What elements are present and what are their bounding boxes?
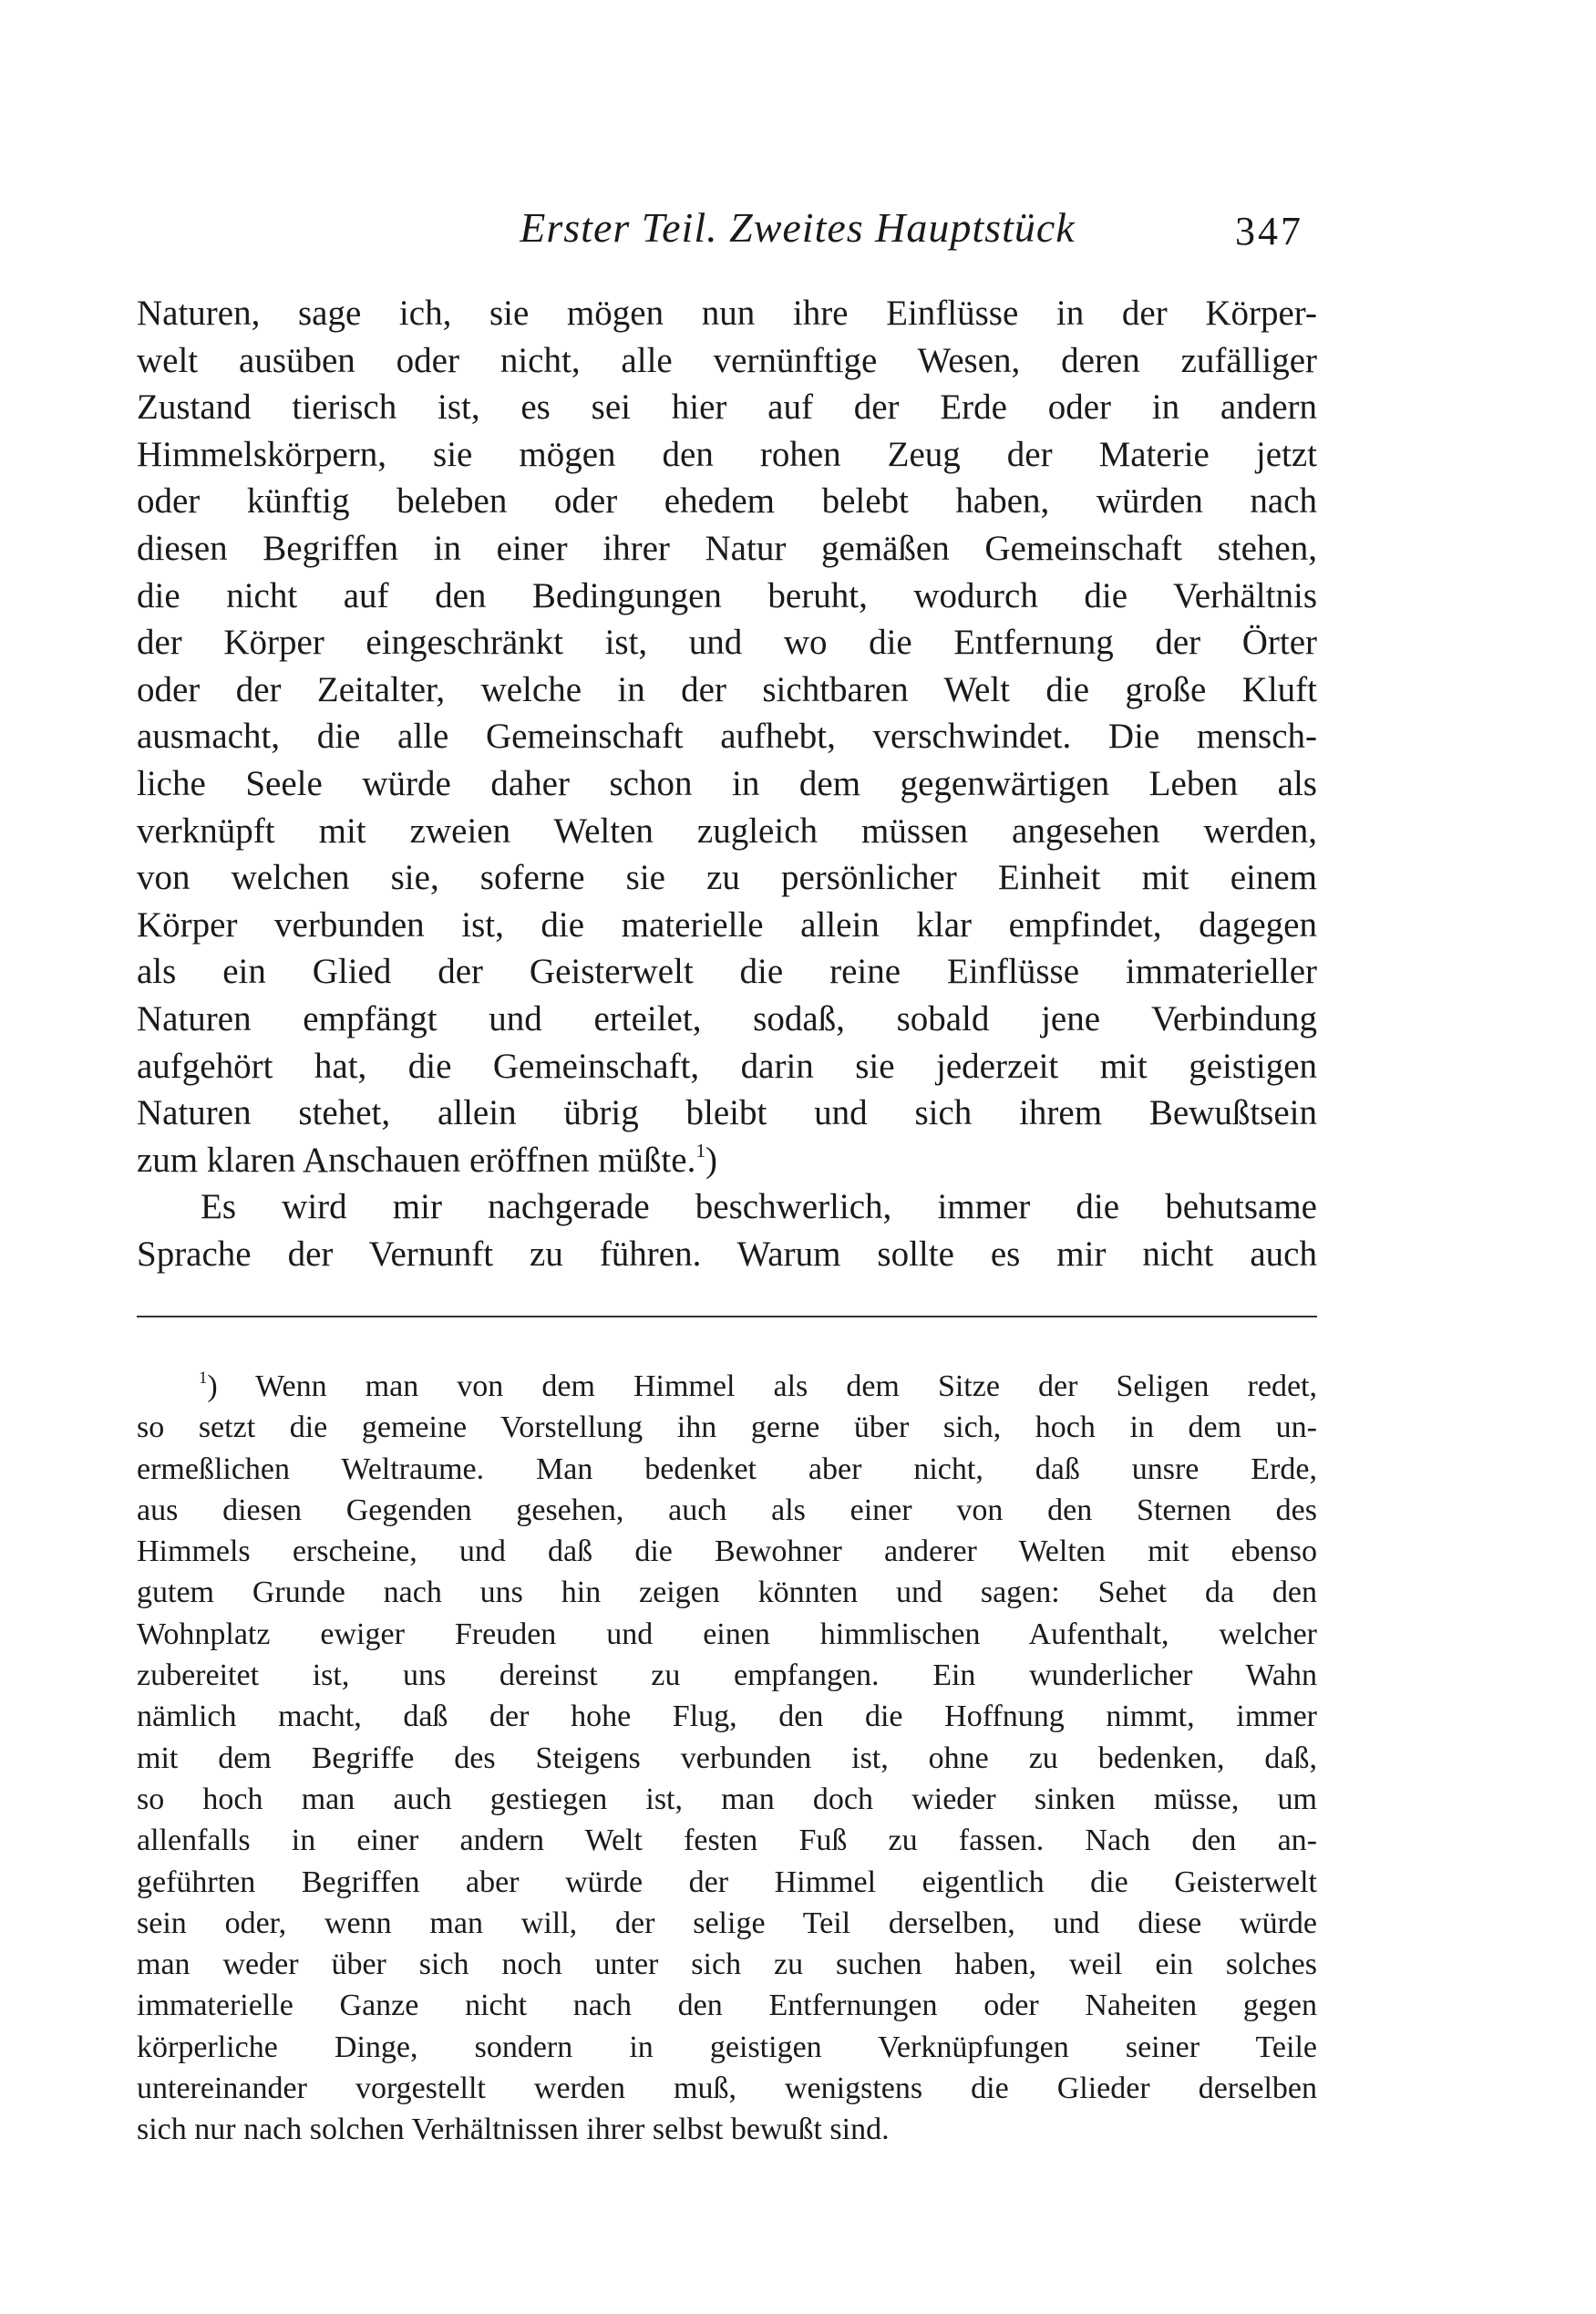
running-title: Erster Teil. Zweites Hauptstück xyxy=(520,204,1076,251)
text-line: Naturen empfängt und erteilet, sodaß, sobald jene Verbindung xyxy=(137,998,1317,1038)
footnote-marker-paren: ) xyxy=(207,1369,218,1403)
text-line: diesen Begriffen in einer ihrer Natur gemäßen Gemeinschaft stehen, xyxy=(137,528,1317,568)
footnote-line: man weder über sich noch unter sich zu suchen haben, weil ein solches xyxy=(137,1947,1317,1982)
footnote-line: nämlich macht, daß der hohe Flug, den die Hoffnung nimmt, immer xyxy=(137,1699,1317,1734)
footnote-line: so hoch man auch gestiegen ist, man doch wieder sinken müsse, um xyxy=(137,1782,1317,1816)
footnote xyxy=(137,1366,1317,2151)
paragraph-end-line xyxy=(137,1137,1317,1184)
text-line: Naturen, sage ich, sie mögen nun ihre Einflüsse in der Körper- xyxy=(137,294,1317,333)
footnote-line: körperliche Dinge, sondern in geistigen Verknüpfungen seiner Teile xyxy=(137,2030,1317,2064)
footnote-line: geführten Begriffen aber würde der Himmel eigentlich die Geisterwelt xyxy=(137,1865,1317,1899)
footnote-line: allenfalls in einer andern Welt festen Fuß zu fassen. Nach den an- xyxy=(137,1823,1317,1858)
text-line: Naturen stehet, allein übrig bleibt und sich ihrem Bewußtsein xyxy=(137,1093,1317,1133)
page-number: 347 xyxy=(1235,209,1303,253)
text-line: die nicht auf den Bedingungen beruht, wodurch die Verhältnis xyxy=(137,575,1317,615)
text-line: der Körper eingeschränkt ist, und wo die Entfernung der Örter xyxy=(137,623,1317,663)
footnote-last-line: sich nur nach solchen Verhältnissen ihrer selbst bewußt sind. xyxy=(137,2113,890,2147)
text-line: Zustand tierisch ist, es sei hier auf der Erde oder in andern xyxy=(137,387,1317,428)
text-line: ausmacht, die alle Gemeinschaft aufhebt, verschwindet. Die mensch- xyxy=(137,717,1317,757)
footnote-divider xyxy=(137,1316,1317,1317)
text-line: oder künftig beleben oder ehedem belebt haben, würden nach xyxy=(137,481,1317,522)
footnote-line: gutem Grunde nach uns hin zeigen könnten und sagen: Sehet da den xyxy=(137,1575,1317,1610)
footnote-reference[interactable]: 1 xyxy=(695,1139,706,1162)
text-line: Körper verbunden ist, die materielle allein klar empfindet, dagegen xyxy=(137,904,1317,945)
text-line: welt ausüben oder nicht, alle vernünftige Wesen, deren zufälliger xyxy=(137,340,1317,380)
footnote-reference-paren: ) xyxy=(705,1140,718,1180)
footnote-line: aus diesen Gegenden gesehen, auch als einer von den Sternen des xyxy=(137,1493,1317,1527)
text-line: Es wird mir nachgerade beschwerlich, immer die behutsame xyxy=(201,1187,1317,1227)
text-line: verknüpft mit zweien Welten zugleich müssen angesehen werden, xyxy=(137,811,1317,851)
running-header xyxy=(137,202,1317,253)
footnote-line: so setzt die gemeine Vorstellung ihn gerne über sich, hoch in dem un- xyxy=(137,1410,1317,1445)
footnote-line: mit dem Begriffe des Steigens verbunden ist, ohne zu bedenken, daß, xyxy=(137,1741,1317,1775)
footnote-line: sein oder, wenn man will, der selige Teil derselben, und diese würde xyxy=(137,1906,1317,1940)
footnote-line: zubereitet ist, uns dereinst zu empfangen. Ein wunderlicher Wahn xyxy=(137,1658,1317,1693)
text-line: als ein Glied der Geisterwelt die reine Einflüsse immaterieller xyxy=(137,952,1317,992)
text: zum klaren Anschauen eröffnen müßte. xyxy=(137,1140,696,1180)
footnote-line: ermeßlichen Weltraume. Man bedenket aber nicht, daß unsre Erde, xyxy=(137,1451,1317,1486)
footnote-line: Himmels erscheine, und daß die Bewohner anderer Welten mit ebenso xyxy=(137,1534,1317,1569)
text-line: Sprache der Vernunft zu führen. Warum sollte es mir nicht auch xyxy=(137,1234,1317,1274)
footnote-line: immaterielle Ganze nicht nach den Entfernungen oder Naheiten gegen xyxy=(137,1989,1317,2023)
text-line: von welchen sie, soferne sie zu persönlicher Einheit mit einem xyxy=(137,858,1317,898)
footnote-marker: 1 xyxy=(199,1368,208,1388)
text-line: liche Seele würde daher schon in dem gegenwärtigen Leben als xyxy=(137,763,1317,803)
footnote-line: untereinander vorgestellt werden muß, wenigstens die Glieder derselben xyxy=(137,2071,1317,2106)
main-text xyxy=(137,290,1317,1277)
text-line: aufgehört hat, die Gemeinschaft, darin sie jederzeit mit geistigen xyxy=(137,1046,1317,1086)
text-line: Himmelskörpern, sie mögen den rohen Zeug der Materie jetzt xyxy=(137,434,1317,474)
footnote-first-line xyxy=(137,1366,1317,1407)
footnote-line: Wohnplatz ewiger Freuden und einen himmlischen Aufenthalt, welcher xyxy=(137,1617,1317,1651)
text-line: oder der Zeitalter, welche in der sichtbaren Welt die große Kluft xyxy=(137,669,1317,709)
text: Wenn man von dem Himmel als dem Sitze der Seligen redet, xyxy=(217,1369,1317,1403)
